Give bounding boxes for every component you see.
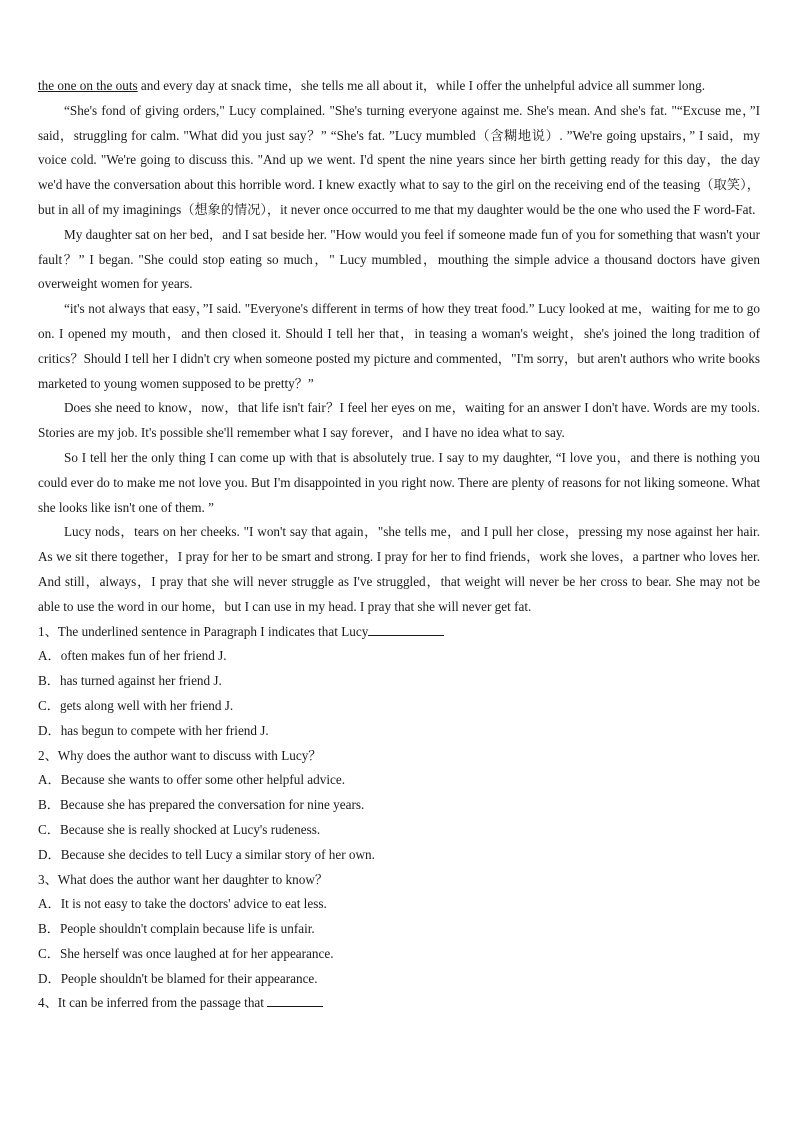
option-a[interactable]: A．Because she wants to offer some other helpful advice. (38, 772, 346, 788)
option-c[interactable]: C．Because she is really shocked at Lucy's rudeness. (38, 821, 321, 837)
question-stem (38, 991, 760, 1016)
option-a[interactable]: A．often makes fun of her friend J. (38, 648, 227, 664)
question-stem-text: 1、The underlined sentence in Paragraph I indicates that Lucy (38, 623, 369, 639)
passage-paragraph-2: My daughter sat on her bed，and I sat beside her. "How would you feel if someone made fun of you for something that wasn't your fault？” I began. "She could stop eating so much，" Lucy mumbled，mouthing the simple advice a thousand doctors have given overweight women for years. (38, 226, 760, 292)
option-a[interactable]: A．It is not easy to take the doctors' advice to eat less. (38, 896, 327, 912)
answer-blank (368, 620, 444, 636)
question-stem (38, 620, 760, 645)
answer-blank (267, 991, 323, 1007)
question-stem: 2、Why does the author want to discuss with Lucy？ (38, 747, 322, 763)
passage-paragraph-6: Lucy nods，tears on her cheeks. "I won't say that again，"she tells me，and I pull her close，pressing my nose against her hair. As we sit there together，I pray for her to be smart and strong. I pray for her to find friends，work she loves，a partner who loves her. And still，always，I pray that she will never struggle as I've struggled，that weight will never be her cross to bear. She may not be able to use the word in our home，but I can use in my head. I pray that she will never get fat. (38, 524, 760, 614)
option-b[interactable]: B．has turned against her friend J. (38, 673, 222, 689)
question-3 (38, 868, 760, 992)
passage-paragraph-5: So I tell her the only thing I can come up with that is absolutely true. I say to my daughter, “I love you，and there is nothing you could ever do to make me not love you. But I'm disappointed in you right now. There are plenty of reasons for not liking someone. What she looks like isn't one of them. ” (38, 449, 760, 515)
passage-paragraph-0 (38, 74, 760, 99)
option-b[interactable]: B．Because she has prepared the conversation for nine years. (38, 797, 365, 813)
passage-paragraph-1: “She's fond of giving orders," Lucy complained. "She's turning everyone against me. She's mean. And she's fat. "“Excuse me，”I said，struggling for calm. "What did you just say？” “She's fat. ”Lucy mumbled（含糊地说）. ”We're going upstairs，” I said，my voice cold. "We're going to discuss this. "And up we went. I'd spent the nine years since her birth getting ready for this day，the day we'd have the conversation about this horrible word. I knew exactly what to say to the girl on the receiving end of the teasing（取笑），but in all of my imaginings（想象的情况），it never once occurred to me that my daughter would be the one who used the F word-Fat. (38, 102, 760, 217)
option-d[interactable]: D．has begun to compete with her friend J. (38, 722, 269, 738)
option-c[interactable]: C．She herself was once laughed at for her appearance. (38, 945, 334, 961)
document-page (38, 74, 760, 1016)
question-2 (38, 744, 760, 868)
question-stem: 3、What does the author want her daughter to know？ (38, 871, 329, 887)
question-4 (38, 991, 760, 1016)
option-d[interactable]: D．Because she decides to tell Lucy a similar story of her own. (38, 846, 375, 862)
passage-paragraph-4: Does she need to know，now，that life isn't fair？I feel her eyes on me，waiting for an answer I don't have. Words are my tools. Stories are my job. It's possible she'll remember what I say forever，and I have no idea what to say. (38, 400, 760, 441)
paragraph-0-text: and every day at snack time，she tells me all about it，while I offer the unhelpful advice all summer long. (137, 78, 706, 93)
passage-paragraph-3: “it's not always that easy，”I said. "Everyone's different in terms of how they treat food.” Lucy looked at me，waiting for me to go on. I opened my mouth，and then closed it. Should I tell her that，in teasing a woman's weight，she's joined the long tradition of critics？Should I tell her I didn't cry when someone posted my picture and commented，"I'm sorry，but aren't authors who write books marketed to young women supposed to be pretty？” (38, 301, 760, 391)
underlined-sentence: the one on the outs (38, 78, 138, 93)
question-stem-text: 4、It can be inferred from the passage that (38, 995, 268, 1011)
option-b[interactable]: B．People shouldn't complain because life is unfair. (38, 921, 315, 937)
option-d[interactable]: D．People shouldn't be blamed for their appearance. (38, 970, 318, 986)
option-c[interactable]: C．gets along well with her friend J. (38, 697, 234, 713)
question-1 (38, 620, 760, 744)
